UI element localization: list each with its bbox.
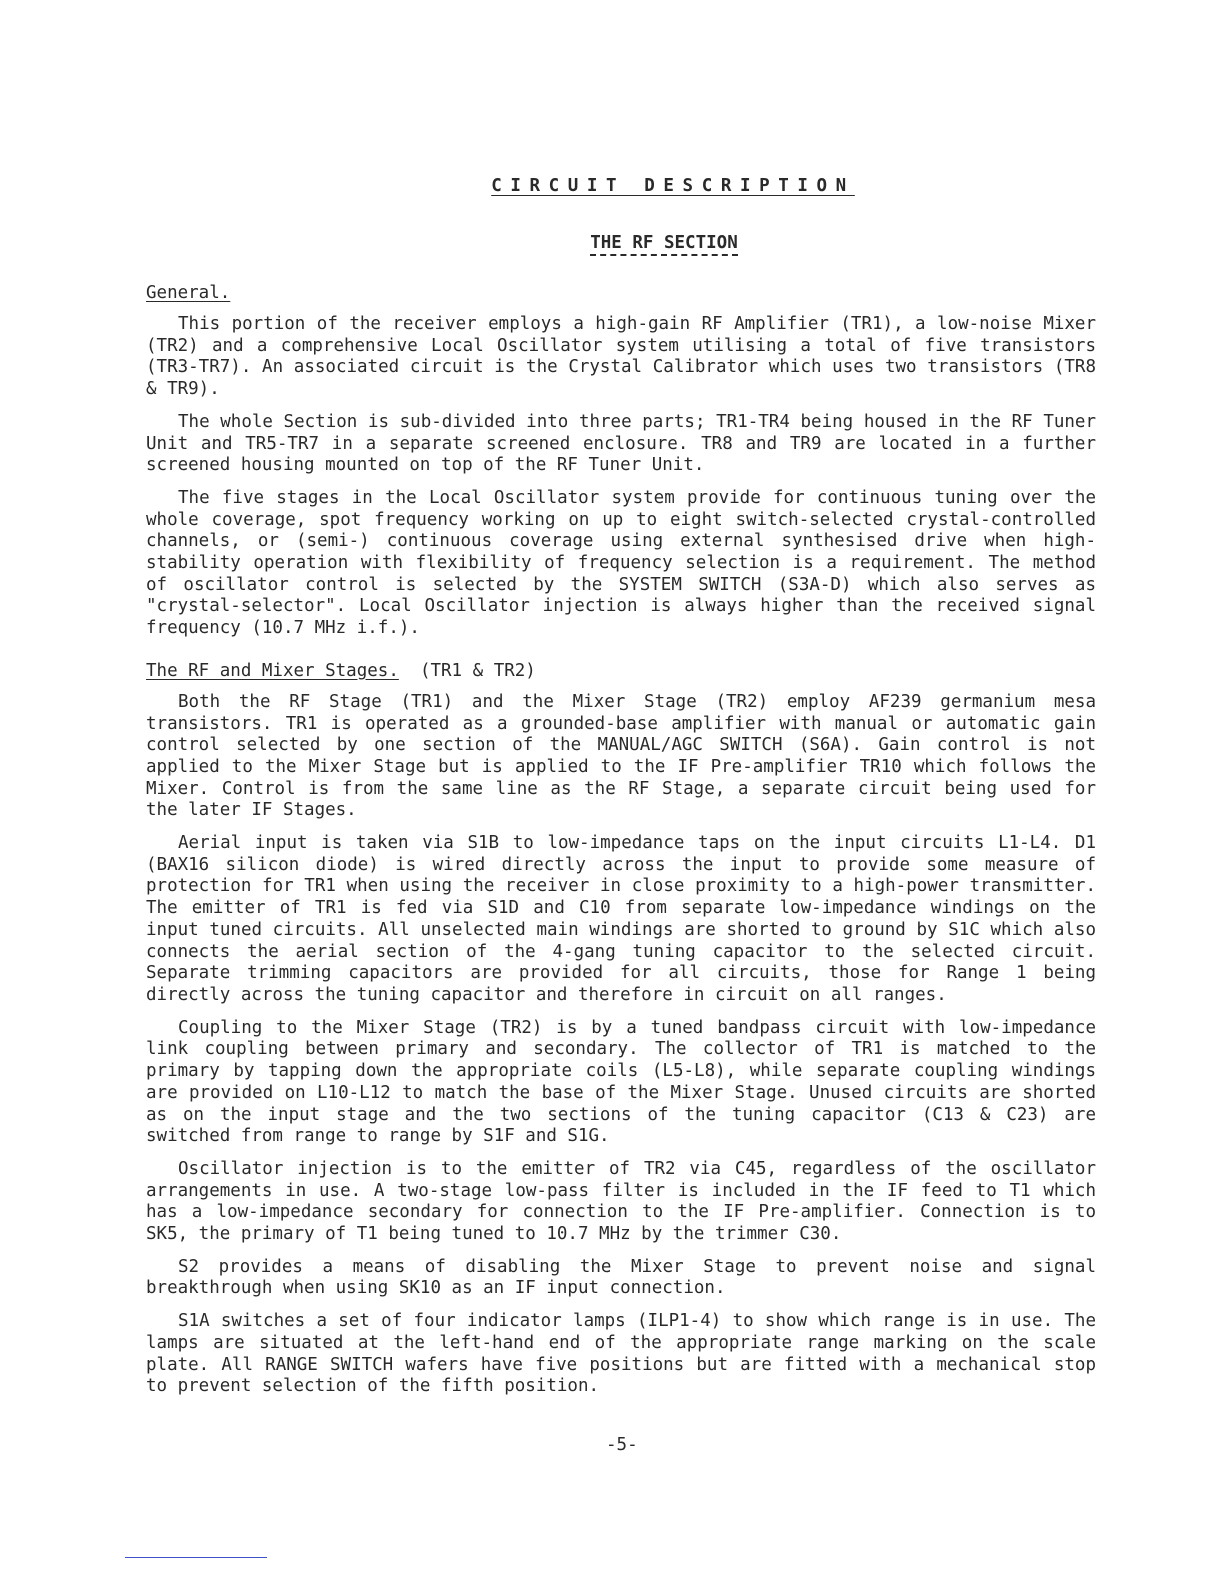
rf-mixer-paragraph-6: S1A switches a set of four indicator lamps (ILP1-4) to show which range is in use. The lamps are situated at the left-hand end of the appropriate range marking on the scale plate. All RANGE SWITCH wafers have five positions but are fitted with a mechanical stop to prevent selection of the fifth position.	[146, 1311, 1096, 1397]
section-title-text: THE RF SECTION	[590, 233, 738, 256]
document-title	[146, 172, 1096, 200]
general-paragraph-2: The whole Section is sub-divided into three parts; TR1-TR4 being housed in the RF Tuner Unit and TR5-TR7 in a separate screened enclosure. TR8 and TR9 are located in a further screened housing mounted on top of the RF Tuner Unit.	[146, 411, 1096, 476]
rf-mixer-heading-text: The RF and Mixer Stages.	[146, 660, 399, 681]
rf-mixer-heading	[146, 660, 1096, 682]
general-paragraph-3: The five stages in the Local Oscillator system provide for continuous tuning over the whole coverage, spot frequency working on up to eight switch-selected crystal-controlled channels, or (semi-) continuous coverage using external synthesised drive when high-stability operation with flexibility of frequency selection is a requirement. The method of oscillator control is selected by the SYSTEM SWITCH (S3A-D) which also serves as "crystal-selector". Local Oscillator injection is always higher than the received signal frequency (10.7 MHz i.f.).	[146, 487, 1096, 639]
document-page	[146, 172, 1096, 1398]
rf-mixer-paragraph-1: Both the RF Stage (TR1) and the Mixer Stage (TR2) employ AF239 germanium mesa transistors. TR1 is operated as a grounded-base amplifier with manual or automatic gain control selected by one section of the MANUAL/AGC SWITCH (S6A). Gain control is not applied to the Mixer Stage but is applied to the IF Pre-amplifier TR10 which follows the Mixer. Control is from the same line as the RF Stage, a separate circuit being used for the later IF Stages.	[146, 691, 1096, 821]
general-heading	[146, 282, 1096, 304]
section-title	[146, 230, 1096, 256]
page-number: -5-	[606, 1435, 638, 1455]
rf-mixer-paragraph-3: Coupling to the Mixer Stage (TR2) is by a tuned bandpass circuit with low-impedance link coupling between primary and secondary. The collector of TR1 is matched to the primary by tapping down the appropriate coils (L5-L8), while separate coupling windings are provided on L10-L12 to match the base of the Mixer Stage. Unused circuits are shorted as on the input stage and the two sections of the tuning capacitor (C13 & C23) are switched from range to range by S1F and S1G.	[146, 1017, 1096, 1147]
document-title-text: CIRCUIT DESCRIPTION	[491, 176, 855, 196]
rf-mixer-paragraph-4: Oscillator injection is to the emitter of TR2 via C45, regardless of the oscillator arrangements in use. A two-stage low-pass filter is included in the IF feed to T1 which has a low-impedance secondary for connection to the IF Pre-amplifier. Connection is to SK5, the primary of T1 being tuned to 10.7 MHz by the trimmer C30.	[146, 1158, 1096, 1245]
general-paragraph-1: This portion of the receiver employs a high-gain RF Amplifier (TR1), a low-noise Mixer (TR2) and a comprehensive Local Oscillator system utilising a total of five transistors (TR3-TR7). An associated circuit is the Crystal Calibrator which uses two transistors (TR8 & TR9).	[146, 314, 1096, 400]
rf-mixer-heading-suffix: (TR1 & TR2)	[419, 660, 536, 681]
rf-mixer-paragraph-5: S2 provides a means of disabling the Mixer Stage to prevent noise and signal breakthrough when using SK10 as an IF input connection.	[146, 1256, 1096, 1299]
rf-mixer-paragraph-2: Aerial input is taken via S1B to low-impedance taps on the input circuits L1-L4. D1 (BAX16 silicon diode) is wired directly across the input to provide some measure of protection for TR1 when using the receiver in close proximity to a high-power transmitter. The emitter of TR1 is fed via S1D and C10 from separate low-impedance windings on the input tuned circuits. All unselected main windings are shorted to ground by S1C which also connects the aerial section of the 4-gang tuning capacitor to the selected circuit. Separate trimming capacitors are provided for all circuits, those for Range 1 being directly across the tuning capacitor and therefore in circuit on all ranges.	[146, 833, 1096, 1005]
general-heading-text: General.	[146, 283, 231, 303]
footer-rule	[125, 1557, 267, 1558]
